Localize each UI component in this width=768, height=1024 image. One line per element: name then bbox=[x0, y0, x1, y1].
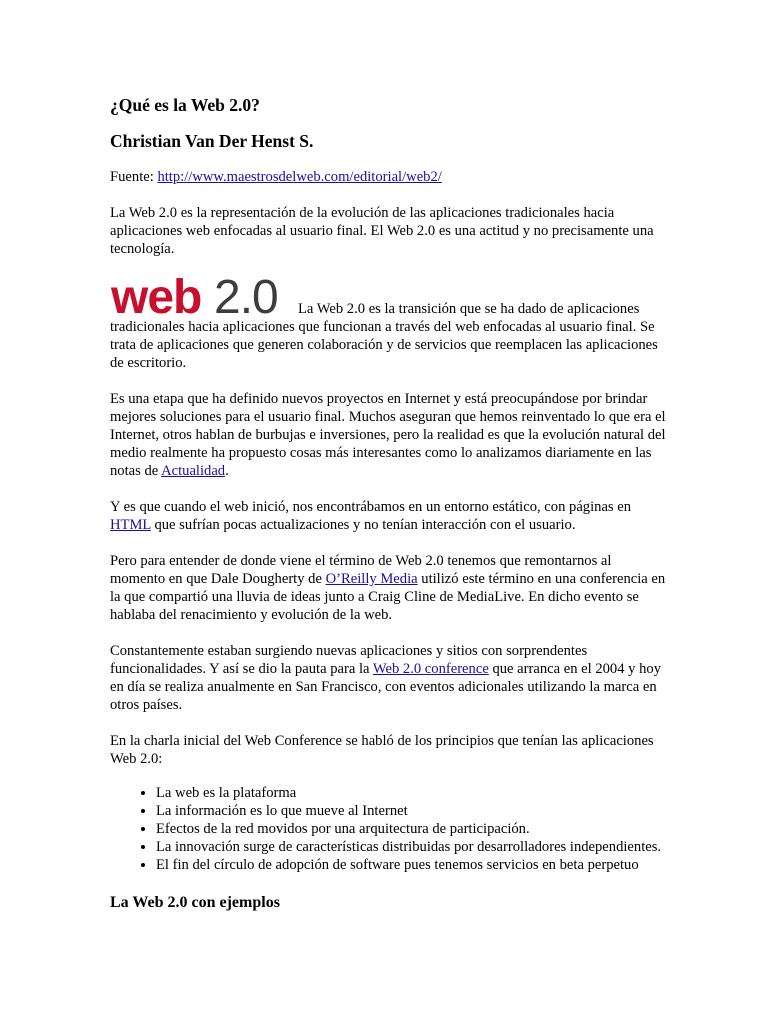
web20-conference-link[interactable]: Web 2.0 conference bbox=[372, 661, 489, 677]
list-item: • La web es la plataforma bbox=[156, 784, 670, 802]
paragraph-evolution-end: . bbox=[225, 463, 229, 479]
logo-paragraph bbox=[110, 272, 670, 372]
source-link[interactable]: http://www.maestrosdelweb.com/editorial/web2/ bbox=[157, 169, 442, 185]
paragraph-origin-end: utilizó este término en una conferencia en la que compartió una lluvia de ideas junto a Craig Cline de MediaLive. En dicho evento se hablaba del renacimiento y evolución de la web. bbox=[110, 571, 666, 623]
principles-list bbox=[110, 784, 670, 874]
examples-heading: La Web 2.0 con ejemplos bbox=[110, 894, 280, 911]
list-item: • El fin del círculo de adopción de software pues tenemos servicios en beta perpetuo bbox=[156, 856, 670, 874]
actualidad-link[interactable]: Actualidad bbox=[161, 463, 226, 479]
paragraph-origin bbox=[110, 552, 670, 624]
page-title: ¿Qué es la Web 2.0? bbox=[110, 95, 260, 115]
logo-version-text: 2.0 bbox=[214, 272, 278, 320]
paragraph-conference-text: Constantemente estaban surgiendo nuevas aplicaciones y sitios con sorprendentes funcionalidades. Y así se dio la pauta para la bbox=[110, 643, 588, 677]
source-line bbox=[110, 168, 670, 186]
author-heading: Christian Van Der Henst S. bbox=[110, 131, 314, 151]
logo-paragraph-text: La Web 2.0 es la transición que se ha dado de aplicaciones tradicionales hacia aplicaciones que funcionan a través del web enfocadas al usuario final. Se trata de aplicaciones que generen colaboración y de servicios que reemplacen las aplicaciones de escritorio. bbox=[110, 301, 658, 371]
list-item: • La información es lo que mueve al Internet bbox=[156, 802, 670, 820]
source-label: Fuente: bbox=[110, 169, 158, 185]
paragraph-principles-intro: En la charla inicial del Web Conference se habló de los principios que tenían las aplicaciones Web 2.0: bbox=[110, 733, 654, 767]
paragraph-conference bbox=[110, 642, 670, 714]
paragraph-static-web-text: Y es que cuando el web inició, nos encontrábamos en un entorno estático, con páginas en bbox=[110, 499, 632, 515]
html-link[interactable]: HTML bbox=[110, 517, 151, 533]
paragraph-static-web bbox=[110, 498, 670, 534]
logo-web-text: web bbox=[111, 272, 202, 320]
web20-logo bbox=[110, 272, 298, 320]
paragraph-evolution bbox=[110, 390, 670, 480]
document-content bbox=[110, 86, 670, 914]
intro-paragraph: La Web 2.0 es la representación de la evolución de las aplicaciones tradicionales hacia aplicaciones web enfocadas al usuario final. El Web 2.0 es una actitud y no precisamente una tecnología. bbox=[110, 205, 654, 257]
paragraph-static-web-end: que sufrían pocas actualizaciones y no tenían interacción con el usuario. bbox=[150, 517, 576, 533]
paragraph-origin-text: Pero para entender de donde viene el término de Web 2.0 tenemos que remontarnos al momento en que Dale Dougherty de bbox=[110, 553, 612, 587]
oreilly-media-link[interactable]: O’Reilly Media bbox=[325, 571, 418, 587]
list-item: • Efectos de la red movidos por una arquitectura de participación. bbox=[156, 820, 670, 838]
paragraph-conference-end: que arranca en el 2004 y hoy en día se realiza anualmente en San Francisco, con eventos adicionales utilizando la marca en otros países. bbox=[110, 661, 662, 713]
paragraph-evolution-text: Es una etapa que ha definido nuevos proyectos en Internet y está preocupándose por brindar mejores soluciones para el usuario final. Muchos aseguran que hemos reinventado lo que era el Internet, otros hablan de burbujas e inversiones, pero la realidad es que la evolución natural del medio realmente ha propuesto cosas más interesantes como lo analizamos diariamente en las notas de bbox=[110, 391, 666, 479]
list-item: • La innovación surge de características distribuidas por desarrolladores independientes. bbox=[156, 838, 670, 856]
